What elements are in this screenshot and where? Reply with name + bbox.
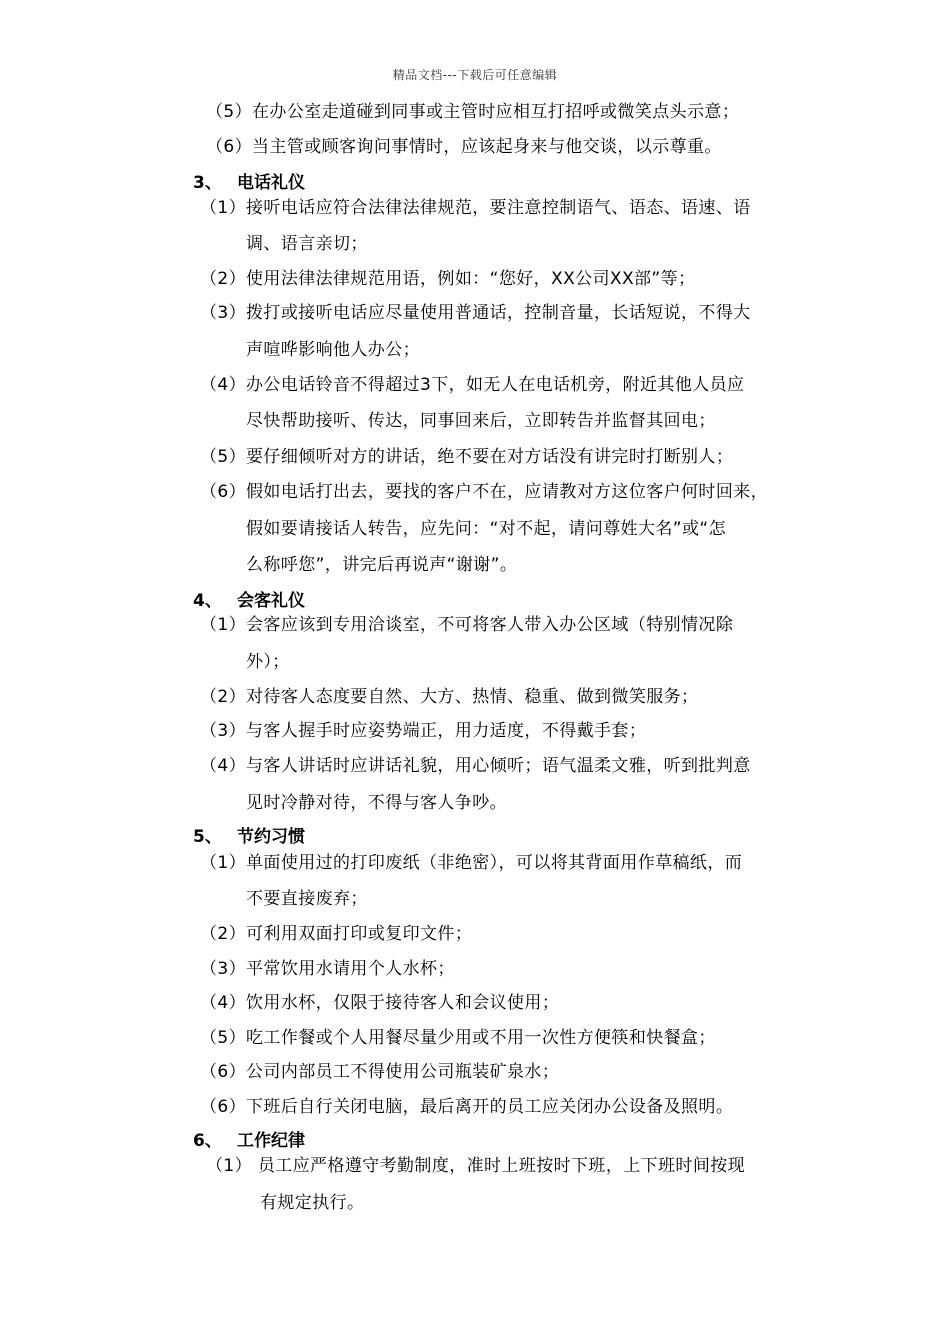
list-item-continuation: 有规定执行。 [260,1193,365,1213]
list-item-continuation: 尽快帮助接听、传达，同事回来后，立即转告并监督其回电； [246,411,716,431]
list-item: （2）可利用双面打印或复印文件； [200,924,473,944]
list-item: （6）公司内部员工不得使用公司瓶装矿泉水； [200,1062,560,1082]
section-title: 工作纪律 [237,1131,305,1151]
list-item: （3）平常饮用水请用个人水杯； [200,959,455,979]
list-item-continuation: 声喧哗影响他人办公； [246,340,420,360]
list-item: （1） 员工应严格遵守考勤制度，准时上班按时下班，上下班时间按现 [206,1156,746,1176]
page-header: 精品文档---下载后可任意编辑 [392,68,558,82]
list-item: （5）吃工作餐或个人用餐尽量少用或不用一次性方便筷和快餐盒； [200,1028,716,1048]
list-item-continuation: 外）； [246,652,290,672]
section-heading [193,826,305,848]
list-item: （4）与客人讲话时应讲话礼貌，用心倾听；语气温柔文雅，听到批判意 [200,756,751,776]
section-number: 3、 [193,173,222,193]
list-item-continuation: 见时冷静对待，不得与客人争吵。 [246,793,507,813]
section-number: 6、 [193,1131,222,1151]
list-item-continuation: 么称呼您”，讲完后再说声“谢谢”。 [246,555,518,575]
list-item: （2）使用法律法律规范用语，例如：“您好，XX公司XX部”等； [200,269,696,289]
list-item: （1）会客应该到专用洽谈室，不可将客人带入办公区域（特别情况除 [200,615,734,635]
section-title: 会客礼仪 [237,591,305,611]
list-item: （2）对待客人态度要自然、大方、热情、稳重、做到微笑服务； [200,687,699,707]
section-title: 节约习惯 [237,827,305,847]
list-item: （6）假如电话打出去，要找的客户不在，应请教对方这位客户何时回来， [200,482,769,502]
list-item: （5）在办公室走道碰到同事或主管时应相互打招呼或微笑点头示意； [206,102,740,122]
list-item-continuation: 假如要请接话人转告，应先问：“对不起，请问尊姓大名”或“怎 [246,519,727,539]
section-title: 电话礼仪 [237,173,305,193]
list-item: （1）单面使用过的打印废纸（非绝密），可以将其背面用作草稿纸，而 [200,853,743,873]
list-item: （1）接听电话应符合法律法律规范，要注意控制语气、语态、语速、语 [200,198,751,218]
list-item: （6）当主管或顾客询问事情时，应该起身来与他交谈，以示尊重。 [206,137,722,157]
list-item: （4）饮用水杯，仅限于接待客人和会议使用； [200,993,560,1013]
list-item: （4）办公电话铃音不得超过3下，如无人在电话机旁，附近其他人员应 [200,375,745,395]
section-heading [193,172,305,194]
list-item-continuation: 不要直接废弃； [246,889,368,909]
list-item: （6）下班后自行关闭电脑，最后离开的员工应关闭办公设备及照明。 [200,1097,734,1117]
list-item: （3）拨打或接听电话应尽量使用普通话，控制音量，长话短说，不得大 [200,303,751,323]
list-item-continuation: 调、语言亲切； [246,234,368,254]
section-heading [193,1130,305,1152]
section-number: 5、 [193,827,222,847]
section-number: 4、 [193,591,222,611]
list-item: （3）与客人握手时应姿势端正，用力适度，不得戴手套； [200,721,647,741]
section-heading [193,590,305,612]
list-item: （5）要仔细倾听对方的讲话，绝不要在对方话没有讲完时打断别人； [200,447,734,467]
